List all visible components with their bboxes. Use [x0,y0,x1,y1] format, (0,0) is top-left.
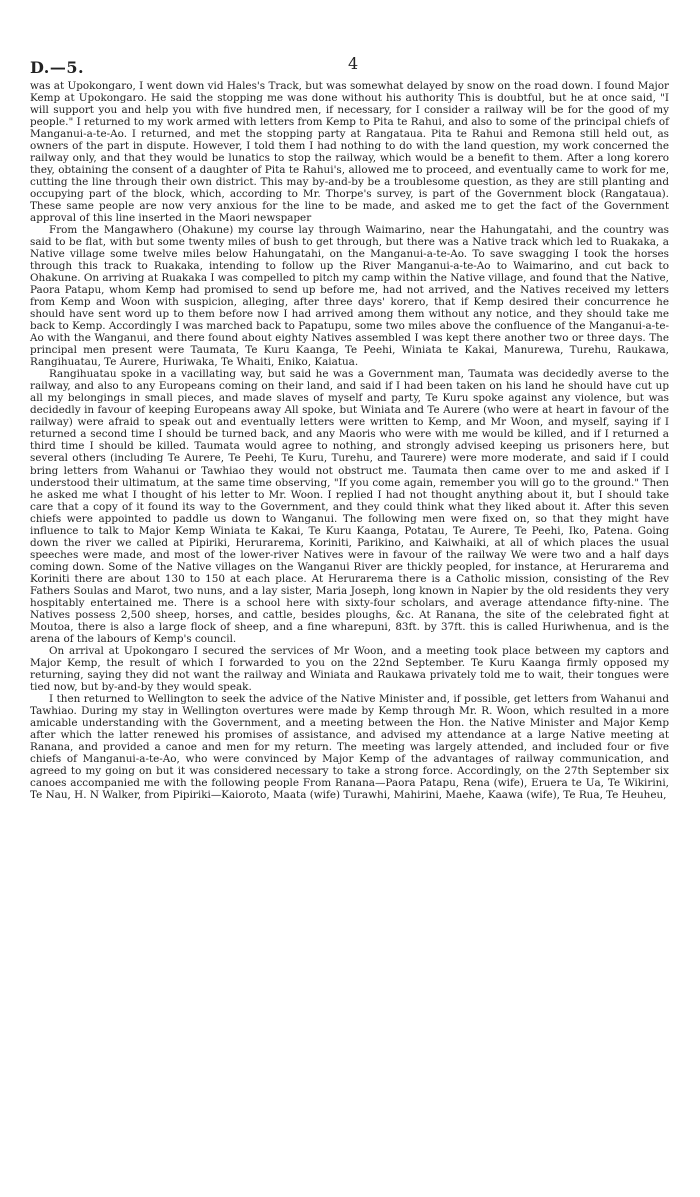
paragraph-1: was at Upokongaro, I went down vid Hales's Track, but was somewhat delayed by snow on the road down. I found Major Kemp at Upokongaro. He said the stopping me was done without his authority This is doubtful, but he at once said, "I will support you and help you with five hundred men, if necessary, for I consider a railway will be for the good of my people." I returned to my work armed with letters from Kemp to Pita te Rahui, and also to some of the principal chiefs of Manganui-a-te-Ao. I returned, and met the stopping party at Rangataua. Pita te Rahui and Remona still held out, as owners of the part in dispute. However, I told them I had nothing to do with the land question, my work concerned the railway only, and that they would be lunatics to stop the railway, which would be a benefit to them. After a long korero they, obtaining the consent of a daughter of Pita te Rahui's, allowed me to proceed, and eventually came to work for me, cutting the line through their own district. This may by-and-by be a troublesome question, as they are still planting and occupying part of the block, which, according to Mr. Thorpe's survey, is part of the Government block (Rangataua). These same people are now very anxious for the line to be made, and asked me to get the fact of the Government approval of this line inserted in the Maori newspaper [30,80,669,225]
paragraph-3: Rangihuatau spoke in a vacillating way, but said he was a Government man, Taumata was decidedly averse to the railway, and also to any Europeans coming on their land, and said if I had been taken on his land he should have cut up all my belongings in small pieces, and made slaves of myself and party, Te Kuru spoke against any violence, but was decidedly in favour of keeping Europeans away All spoke, but Winiata and Te Aurere (who were at heart in favour of the railway) were afraid to speak out and eventually letters were written to Kemp, and Mr Woon, and myself, saying if I returned a second time I should be turned back, and any Maoris who were with me would be killed, and if I returned a third time I should be killed. Taumata would agree to nothing, and strongly advised keeping us prisoners here, but several others (including Te Aurere, Te Peehi, Te Kuru, Turehu, and Taurere) were more moderate, and said if I could bring letters from Wahanui or Tawhiao they would not obstruct me. Taumata then came over to me and asked if I understood their ultimatum, at the same time observing, "If you come again, remember you will go to the ground." Then he asked me what I thought of his letter to Mr. Woon. I replied I had not thought anything about it, but I should take care that a copy of it found its way to the Government, and they could think what they liked about it. After this seven chiefs were appointed to paddle us down to Wanganui. The following men were fixed on, so that they might have influence to talk to Major Kemp Winiata te Kakai, Te Kuru Kaanga, Potatau, Te Aurere, Te Peehi, Iko, Patena. Going down the river we called at Pipiriki, Herurarema, Koriniti, Parikino, and Kaiwhaiki, at all of which places the usual speeches were made, and most of the lower-river Natives were in favour of the railway We were two and a half days coming down. Some of the Native villages on the Wanganui River are thickly peopled, for instance, at Herurarema and Koriniti there are about 130 to 150 at each place. At Herurarema there is a Catholic mission, consisting of the Rev Fathers Soulas and Marot, two nuns, and a lay sister, Maria Joseph, long known in Napier by the old residents they very hospitably entertained me. There is a school here with sixty-four scholars, and average attendance fifty-nine. The Natives possess 2,500 sheep, horses, and cattle, besides ploughs, &c. At Ranana, the site of the celebrated fight at Moutoa, there is also a large flock of sheep, and a fine wharepuni, 83ft. by 37ft. this is called Huriwhenua, and is the arena of the labours of Kemp's council. [30,368,669,645]
paragraph-5: I then returned to Wellington to seek the advice of the Native Minister and, if possible, get letters from Wahanui and Tawhiao. During my stay in Wellington overtures were made by Kemp through Mr. R. Woon, which resulted in a more amicable understanding with the Government, and a meeting between the Hon. the Native Minister and Major Kemp after which the latter renewed his promises of assistance, and advised my attendance at a large Native meeting at Ranana, and provided a canoe and men for my return. The meeting was largely attended, and included four or five chiefs of Manganui-a-te-Ao, who were convinced by Major Kemp of the advantages of railway communication, and agreed to my going on but it was considered necessary to take a strong force. Accordingly, on the 27th September six canoes accompanied me with the following people From Ranana—Paora Patapu, Rena (wife), Eruera te Ua, Te Wikirini, Te Nau, H. N Walker, from Pipiriki—Kaioroto, Maata (wife) Turawhi, Mahirini, Maehe, Kaawa (wife), Te Rua, Te Heuheu, [30,692,669,801]
paragraph-4: On arrival at Upokongaro I secured the services of Mr Woon, and a meeting took place between my captors and Major Kemp, the result of which I forwarded to you on the 22nd September. Te Kuru Kaanga firmly opposed my returning, saying they did not want the railway and Winiata and Raukawa privately told me to wait, their tongues were tied now, but by-and-by they would speak. [30,644,669,693]
page-number: 4 [348,54,359,73]
body-text [30,80,669,801]
paragraph-2: From the Mangawhero (Ohakune) my course lay through Waimarino, near the Hahungatahi, and the country was said to be flat, with but some twenty miles of bush to get through, but there was a Native track which led to Ruakaka, a Native village some twelve miles below Hahungatahi, on the Manganui-a-te-Ao. To save swagging I took the horses through this track to Ruakaka, intending to follow up the River Manganui-a-te-Ao to Waimarino, and cut back to Ohakune. On arriving at Ruakaka I was compelled to pitch my camp within the Native village, and found that the Native, Paora Patapu, whom Kemp had promised to send up before me, had not arrived, and the Natives received my letters from Kemp and Woon with suspicion, alleging, after three days' korero, that if Kemp desired their concurrence he should have sent word up to them before now I had arrived among them without any notice, and they should take me back to Kemp. Accordingly I was marched back to Papatupu, some two miles above the confluence of the Manganui-a-te-Ao with the Wanganui, and there found about eighty Natives assembled I was kept there another two or three days. The principal men present were Taumata, Te Kuru Kaanga, Te Peehi, Winiata te Kakai, Manurewa, Turehu, Raukawa, Rangihuatau, Te Aurere, Huriwaka, Te Whaiti, Eniko, Kaiatua. [30,224,669,369]
document-reference: D.—5. [30,58,85,77]
page-header [30,0,669,80]
